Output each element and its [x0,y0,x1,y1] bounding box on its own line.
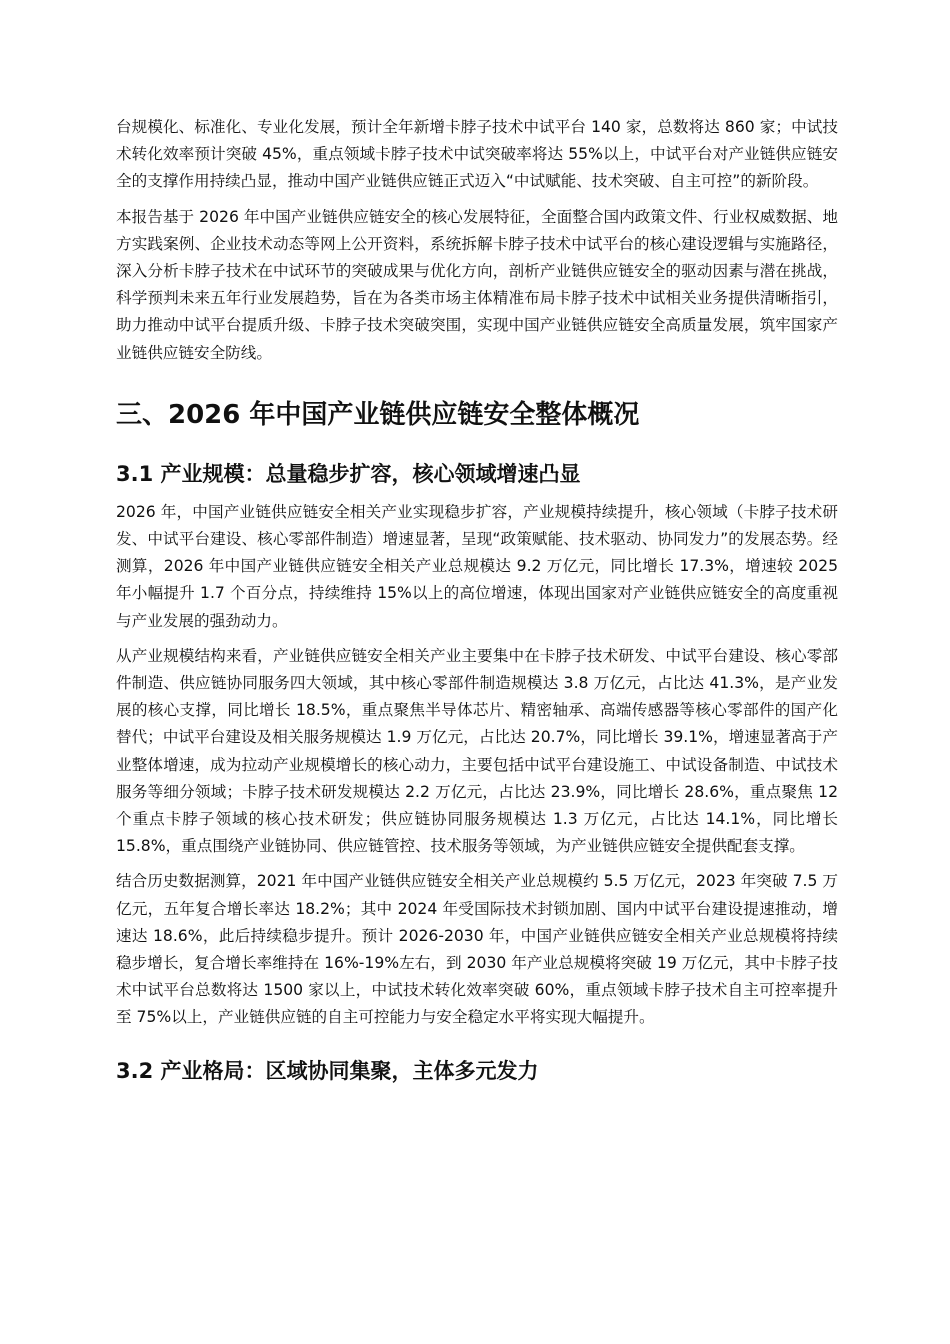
paragraph-3-1-structure: 从产业规模结构来看，产业链供应链安全相关产业主要集中在卡脖子技术研发、中试平台建设、核心零部件制造、供应链协同服务四大领域，其中核心零部件制造规模达 3.8 万亿元，占比达 41.3%，是产业发展的核心支撑，同比增长 18.5%，重点聚焦半导体芯片、精密轴承、高端传感器等核心零部件的国产化替代；中试平台建设及相关服务规模达 1.9 万亿元，占比达 20.7%，同比增长 39.1%，增速显著高于产业整体增速，成为拉动产业规模增长的核心动力，主要包括中试平台建设施工、中试设备制造、中试技术服务等细分领域；卡脖子技术研发规模达 2.2 万亿元，占比达 23.9%，同比增长 28.6%，重点聚焦 12 个重点卡脖子领域的核心技术研发；供应链协同服务规模达 1.3 万亿元，占比达 14.1%，同比增长 15.8%，重点围绕产业链协同、供应链管控、技术服务等领域，为产业链供应链安全提供配套支撑。 [116,646,838,856]
subsection-3-1-heading: 3.1 产业规模：总量稳步扩容，核心领域增速凸显 [116,461,581,486]
paragraph-intro-tail: 台规模化、标准化、专业化发展，预计全年新增卡脖子技术中试平台 140 家，总数将达 860 家；中试技术转化效率预计突破 45%，重点领域卡脖子技术中试突破率将达 55%以上，中试平台对产业链供应链安全的支撑作用持续凸显，推动中国产业链供应链正式迈入“中试赋能、技术突破、自主可控”的新阶段。 [116,118,838,191]
paragraph-3-1-history-forecast: 结合历史数据测算，2021 年中国产业链供应链安全相关产业总规模约 5.5 万亿元，2023 年突破 7.5 万亿元，五年复合增长率达 18.2%；其中 2024 年受国际技术封锁加剧、国内中试平台建设提速推动，增速达 18.6%，此后持续稳步提升。预计 2026-2030 年，中国产业链供应链安全相关产业总规模将持续稳步增长，复合增长率维持在 16%-19%左右，到 2030 年产业总规模将突破 19 万亿元，其中卡脖子技术中试平台总数将达 1500 家以上，中试技术转化效率突破 60%，重点领域卡脖子技术自主可控率提升至 75%以上，产业链供应链的自主可控能力与安全稳定水平将实现大幅提升。 [116,872,838,1027]
subsection-3-2-heading: 3.2 产业格局：区域协同集聚，主体多元发力 [116,1058,539,1083]
paragraph-report-basis: 本报告基于 2026 年中国产业链供应链安全的核心发展特征，全面整合国内政策文件、行业权威数据、地方实践案例、企业技术动态等网上公开资料，系统拆解卡脖子技术中试平台的核心建设逻辑与实施路径，深入分析卡脖子技术在中试环节的突破成果与优化方向，剖析产业链供应链安全的驱动因素与潜在挑战，科学预判未来五年行业发展趋势，旨在为各类市场主体精准布局卡脖子技术中试相关业务提供清晰指引，助力推动中试平台提质升级、卡脖子技术突破突围，实现中国产业链供应链安全高质量发展，筑牢国家产业链供应链安全防线。 [116,207,838,362]
paragraph-3-1-overview: 2026 年，中国产业链供应链安全相关产业实现稳步扩容，产业规模持续提升，核心领域（卡脖子技术研发、中试平台建设、核心零部件制造）增速显著，呈现“政策赋能、技术驱动、协同发力”的发展态势。经测算，2026 年中国产业链供应链安全相关产业总规模达 9.2 万亿元，同比增长 17.3%，增速较 2025 年小幅提升 1.7 个百分点，持续维持 15%以上的高位增速，体现出国家对产业链供应链安全的高度重视与产业发展的强劲动力。 [116,502,838,630]
section-3-heading: 三、2026 年中国产业链供应链安全整体概况 [116,399,640,430]
document-page [116,114,838,1096]
